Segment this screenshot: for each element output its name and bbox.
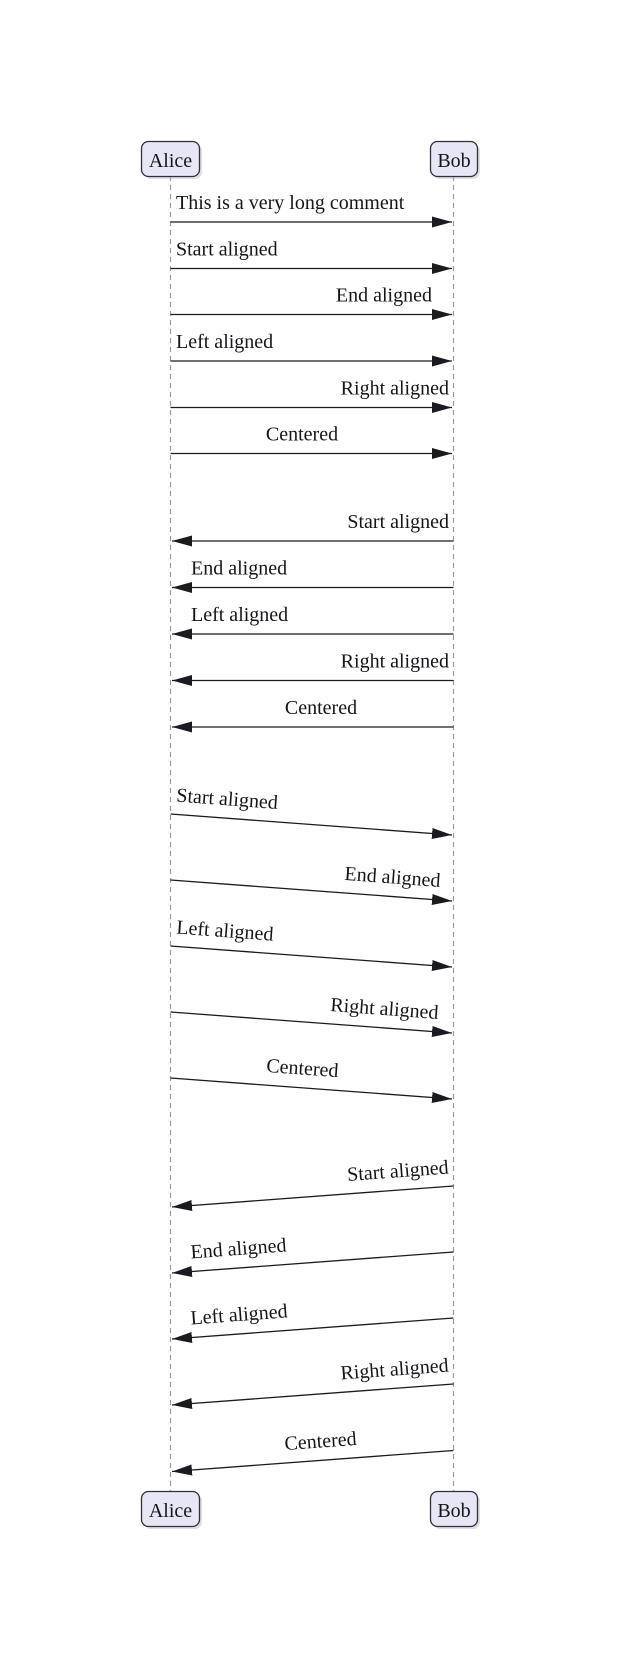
message-row [171, 331, 453, 361]
message-label: Start aligned [175, 784, 279, 815]
message-label: Left aligned [175, 916, 275, 946]
message-row [171, 1055, 453, 1099]
message-row [172, 1157, 454, 1207]
message-arrow [172, 1451, 454, 1472]
message-label: Right aligned [340, 650, 449, 673]
message-row [172, 1234, 454, 1273]
message-row [172, 1300, 454, 1339]
message-row [172, 558, 454, 588]
message-label: End aligned [335, 284, 432, 307]
message-row [172, 697, 454, 727]
message-row [172, 1355, 454, 1405]
actor-bob-top [431, 142, 481, 180]
message-arrow [171, 946, 453, 967]
actor-name: Bob [437, 1500, 471, 1522]
message-row [172, 511, 454, 541]
message-row [172, 604, 454, 634]
message-label: Right aligned [339, 1354, 450, 1385]
message-label: End aligned [343, 862, 442, 892]
actor-name: Alice [148, 150, 193, 172]
message-label: Centered [265, 1054, 340, 1083]
message-row [171, 994, 453, 1033]
message-row [171, 285, 453, 315]
actor-bob-bottom [431, 1492, 481, 1530]
message-label: Left aligned [189, 1300, 289, 1330]
message-label: Left aligned [191, 604, 289, 626]
actor-name: Alice [148, 1500, 193, 1522]
message-row [171, 378, 453, 408]
message-label: Start aligned [176, 238, 278, 261]
message-label: Right aligned [329, 994, 440, 1024]
message-row [172, 651, 454, 681]
message-label: Centered [265, 423, 339, 446]
message-arrow [172, 1384, 454, 1405]
message-label: End aligned [191, 557, 288, 580]
message-row [171, 192, 453, 222]
message-label: Start aligned [346, 1156, 450, 1187]
actor-name: Bob [437, 150, 471, 172]
message-label: Left aligned [176, 331, 274, 353]
message-arrow [172, 1186, 454, 1207]
message-row [171, 785, 453, 835]
actor-alice-bottom [142, 1492, 203, 1530]
message-label: Centered [284, 697, 358, 719]
message-label: Start aligned [347, 511, 449, 533]
message-arrow [171, 814, 453, 835]
message-row [171, 917, 453, 967]
message-arrow [171, 1078, 453, 1099]
message-label: This is a very long comment [176, 192, 405, 214]
message-row [172, 1428, 454, 1472]
message-row [171, 239, 453, 269]
message-label: End aligned [189, 1234, 288, 1264]
message-row [171, 863, 453, 901]
message-label: Right aligned [340, 377, 449, 400]
actor-alice-top [142, 142, 203, 180]
message-row [171, 424, 453, 454]
message-label: Centered [283, 1427, 358, 1456]
